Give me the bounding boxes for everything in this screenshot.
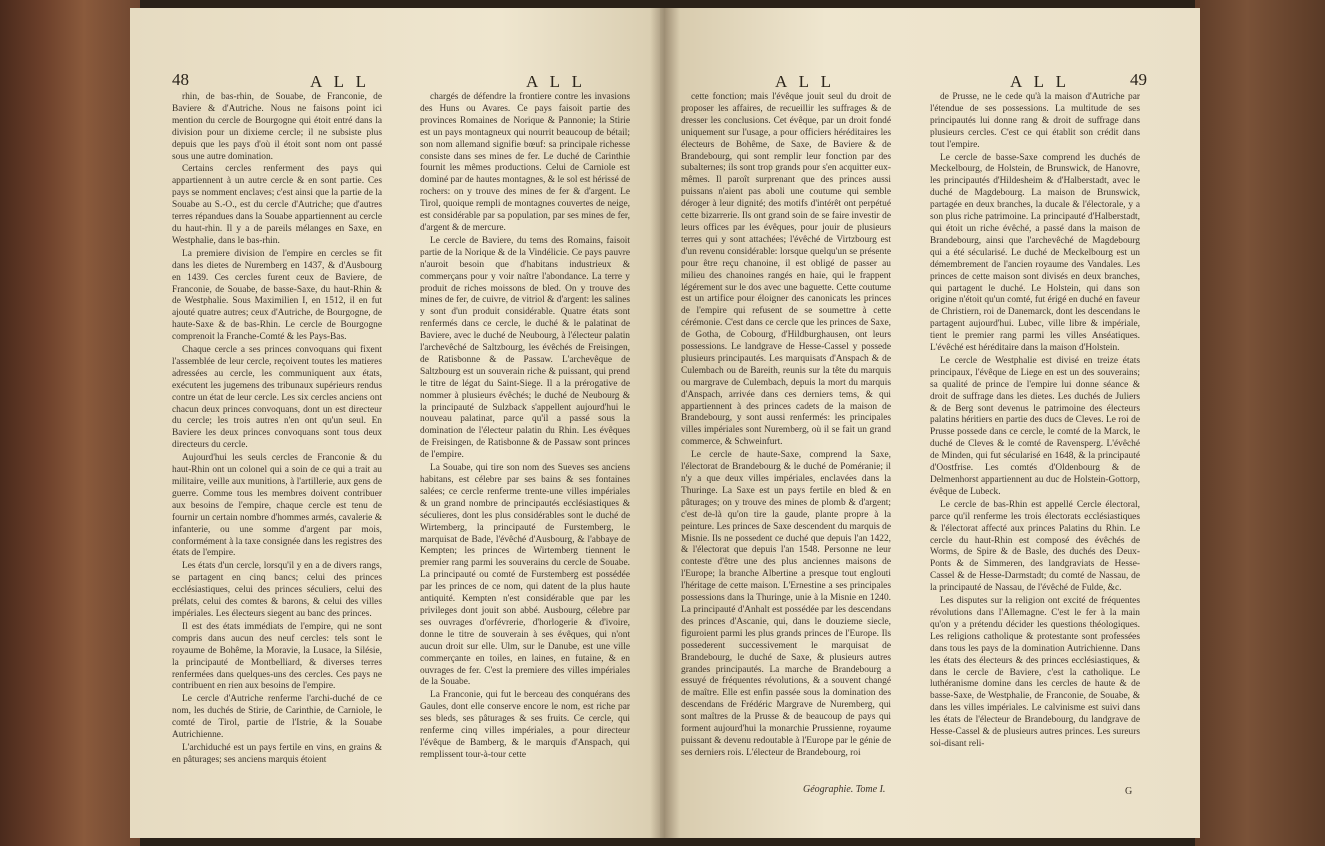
book-cover-left bbox=[0, 0, 140, 846]
paragraph: Le cercle d'Autriche renferme l'archi-duché de ce nom, les duchés de Stirie, de Carinthie, de Carniole, le comté de Tirol, partie de l'Istrie, & la Souabe Autrichienne. bbox=[172, 694, 382, 741]
paragraph: La Franconie, qui fut le berceau des conquérans des Gaules, dont elle conserve encore le nom, est riche par ses bleds, ses pâturages & ses fruits. Ce cercle, qui renferme cinq villes impériales, a pour directeur l'évêque de Bamberg, & le marquis d'Anspach, qui remplissent tour-à-tour cette bbox=[420, 690, 630, 760]
paragraph: Les disputes sur la religion ont excité de fréquentes révolutions dans l'Allemagne. C'est le fer à la main qu'on y a prétendu décider les questions théologiques. Les religions catholique & protestante sont professées dans tous les pays de la domination Autrichienne. Dans les états des électeurs & des princes ecclésiastiques, & dans le cercle de Baviere, c'est la catholique. Le luthéranisme domine dans les cercles de haute & de basse-Saxe, de Westphalie, de Franconie, de Souabe, & dans les villes impériales. Le calvinisme est suivi dans les états de l'électeur de Brandebourg, du landgrave de Hesse-Cassel & de plusieurs autres princes. Les sureurs soi-disant reli- bbox=[930, 596, 1140, 749]
paragraph: Le cercle de haute-Saxe, comprend la Saxe, l'électorat de Brandebourg & le duché de Poméranie; il n'y a que deux villes impériales, enclavées dans la Thuringe. La Saxe est un pays fertile en bled & en pâturages; on y trouve des mines de plomb & d'argent; c'est de-là qu'on tire la gaude, plante propre à la peinture. Les princes de Saxe descendent du marquis de Misnie. Ils ne possedent ce duché que depuis l'an 1422, & l'électorat que depuis l'an 1548. Personne ne leur conteste d'être une des plus anciennes maisons de l'Europe; la branche Albertine a presque tout englouti l'héritage de cette maison. L'Ernestine a ses principales possessions dans la Thuringe, unie à la Misnie en 1240. La principauté d'Anhalt est possédée par les descendans des princes d'Ascanie, qui, dans le douzieme siecle, figuroient parmi les plus grands princes de l'Europe. Ils possederent successivement le marquisat de Brandebourg, le duché de Saxe, & plusieurs autres grandes principautés. La marche de Brandebourg a essuyé de fréquentes révolutions, & a souvent changé de maître. Elle est enfin passée sous la domination des descendans de Frédéric Margrave de Nuremberg, qui sont maîtres de la Prusse & de beaucoup de pays qui forment aujourd'hui la monarchie Prussienne, royaume puissant & devenu redoutable à l'Europe par le génie de ses derniers rois. L'électeur de Brandebourg, roi bbox=[681, 450, 891, 758]
running-head-right-2: A L L bbox=[1010, 72, 1070, 91]
paragraph: chargés de défendre la frontiere contre les invasions des Huns ou Avares. Ce pays faisoit partie des provinces Romaines de Norique & Pannonie; la Stirie est un pays montagneux qui nourrit beaucoup de bétail; son nom allemand signifie bœuf: sa principale richesse consiste dans ses mines de fer. Le duché de Carinthie fournit les mêmes productions. Celui de Carniole est dominé par de hautes montagnes, & le sol est hérissé de rochers: on y trouve des mines de fer & d'argent. Le Tirol, quoique rempli de montagnes couvertes de neige, est considérable par sa population, par ses mines de fer, d'argent & de mercure. bbox=[420, 92, 630, 233]
right-page-column-2 bbox=[930, 92, 1140, 792]
paragraph: Les états d'un cercle, lorsqu'il y en a de divers rangs, se partagent en cinq bancs; celui des princes ecclésiastiques, celui des princes séculiers, celui des prélats, celui des comtes & barons, & celui des villes impériales. Les électeurs siegent au banc des princes. bbox=[172, 561, 382, 619]
paragraph: Aujourd'hui les seuls cercles de Franconie & du haut-Rhin ont un colonel qui a soin de ce qui a trait au militaire, veille aux munitions, à l'artillerie, aux gens de guerre. Comme tous les membres doivent contribuer aux besoins de l'empire, chaque cercle est tenu de fournir un certain nombre d'hommes armés, cavalerie & infanterie, ou une somme d'argent par mois, conformément à la taxe consignée dans les registres des états de l'empire. bbox=[172, 453, 382, 559]
signature-mark: G bbox=[1125, 786, 1133, 797]
paragraph: rhin, de bas-rhin, de Souabe, de Franconie, de Baviere & d'Autriche. Nous ne faisons point ici mention du cercle de Bourgogne qui étoit entré dans la division pour un dixieme cercle; il ne subsiste plus depuis que les pays d'où il étoit sont nom ont passé sous une autre domination. bbox=[172, 92, 382, 162]
left-page-column-2 bbox=[420, 92, 630, 792]
paragraph: L'archiduché est un pays fertile en vins, en grains & en pâturages; ses anciens marquis étoient bbox=[172, 742, 382, 765]
paragraph: cette fonction; mais l'évêque jouit seul du droit de proposer les affaires, de recueillir les suffrages & de dresser les conclusions. Cet évêque, par un droit fondé uniquement sur l'usage, a pour officiers héréditaires les électeurs de Bohême, de Saxe, de Baviere & de Brandebourg, qui sont remplir leur fonction par des subalternes; ils sont trop grands pour s'en acquitter eux-mêmes. Il paroît surprenant que des princes aussi puissans n'aient pas aboli une coutume qui semble déroger à leur dignité; des motifs d'intérêt ont perpétué cette bizarrerie. Ils ont grand soin de se faire investir de leurs offices par les évêques, pour jouir de plusieurs terres qui y sont attachées; l'évêché de Virtzbourg est d'un revenu considérable: lorsque quelqu'un se présente pour être reçu chanoine, il est obligé de passer au milieu des chanoines rangés en haie, qui le frappent légérement sur le dos avec une baguette. Cette coutume est un artifice pour éloigner des canonicats les princes de l'empire qui refusent de se soumettre à cette cérémonie. C'est dans ce cercle que les princes de Saxe, de Gotha, de Cobourg, d'Hildburghausen, ont leurs possessions. Le landgrave de Hesse-Cassel y possede plusieurs principautés. Les marquisats d'Anspach & de Culembach ou de Bareith, reunis sur la tête du marquis ou margrave de Culembach, depuis la mort du marquis d'Anspach, arrivée dans ces derniers tems, & qui appartiennent à des princes cadets de la maison de Brandebourg, y sont aussi renfermés: les principales villes impériales sont Nuremberg, où il se fait un grand commerce, & Schweinfurt. bbox=[681, 92, 891, 448]
paragraph: Le cercle de bas-Rhin est appellé Cercle électoral, parce qu'il renferme les trois électorats ecclésiastiques & l'électorat affecté aux princes Palatins du Rhin. Le cercle du haut-Rhin est composé des évêchés de Worms, de Spire & de Basle, des duchés des Deux-Ponts & de Simmeren, des landgraviats de Hesse-Cassel & de Hesse-Darmstadt; du comté de Nassau, de la principauté de Nassau, de l'évêché de Fulde, &c. bbox=[930, 499, 1140, 594]
right-page bbox=[665, 8, 1200, 838]
right-page-column-1 bbox=[681, 92, 891, 792]
paragraph: Le cercle de basse-Saxe comprend les duchés de Meckelbourg, de Holstein, de Brunswick, de Hanovre, les principautés d'Hildesheim & d'Halberstadt, avec le duché de Magdebourg. La maison de Brunswick, partagée en deux branches, la ducale & l'électorale, y a son plus riche patrimoine. La principauté d'Halberstadt, qui étoit un riche évêché, a passé dans la maison de Brandebourg, ainsi que l'archevêché de Magdebourg qui a été sécularisé. Le duché de Meckelbourg est un démembrement de l'ancien royaume des Vandales. Les princes de cette maison sont divisés en deux branches, qui partagent le duché. Le Holstein, qui dans son origine n'étoit qu'un comté, fut érigé en duché en faveur de Christiern, roi de Danemarck, dont les descendans le partagent aujourd'hui. Lubec, ville libre & impériale, tient le premier rang parmi les villes Anséatiques. L'évêché est héréditaire dans la maison d'Holstein. bbox=[930, 152, 1140, 354]
running-head-right-1: A L L bbox=[775, 72, 835, 91]
page-number-left: 48 bbox=[172, 70, 189, 89]
paragraph: Il est des états immédiats de l'empire, qui ne sont compris dans aucun des neuf cercles: tels sont le royaume de Bohême, la Moravie, la Lusace, la Silésie, la principauté de Montbelliard, & diverses terres renfermées dans quelques-uns des cercles. Ces pays ne contribuent en rien aux besoins de l'empire. bbox=[172, 621, 382, 692]
volume-footer: Géographie. Tome I. bbox=[803, 784, 886, 795]
paragraph: de Prusse, ne le cede qu'à la maison d'Autriche par l'étendue de ses possessions. La multitude de ses principautés lui donne rang & droit de suffrage dans plusieurs cercles. C'est ce qui établit son crédit dans tout l'empire. bbox=[930, 92, 1140, 150]
paragraph: Le cercle de Westphalie est divisé en treize états principaux, l'évêque de Liege en est un des souverains; sa qualité de prince de l'empire lui donne séance & droit de suffrage dans les dietes. Les duchés de Juliers & de Berg sont devenus le patrimoine des électeurs palatins héritiers en partie des ducs de Cleves. Le roi de Prusse possede dans ce cercle, le comté de la Marck, le duché de Cleves & le comté de Ravensperg. L'évêché de Minden, qui fut sécularisé en 1648, & la principauté d'Oostfrise. Les comtés d'Oldenbourg & de Delmenhorst appartiennent au duc de Holstein-Gottorp, évêque de Lubeck. bbox=[930, 355, 1140, 497]
running-head-left-2: A L L bbox=[526, 72, 586, 91]
gutter-shadow bbox=[650, 8, 680, 838]
book-cover-right bbox=[1195, 0, 1325, 846]
left-page-column-1 bbox=[172, 92, 382, 792]
paragraph: La premiere division de l'empire en cercles se fit dans les dietes de Nuremberg en 1437, & d'Ausbourg en 1439. Ces cercles furent ceux de Baviere, de Franconie, de Souabe, de basse-Saxe, du haut-Rhin & de Westphalie. Sous Maximilien I, en 1512, il en fut ajouté quatre autres; ceux d'Autriche, de Bourgogne, de haute-Saxe & de bas-Rhin. Le cercle de Bourgogne comprenoit la Franche-Comté & les Pays-Bas. bbox=[172, 248, 382, 343]
paragraph: Le cercle de Baviere, du tems des Romains, faisoit partie de la Norique & de la Vindélicie. Ce pays pauvre n'auroit besoin que d'habitans industrieux & commerçans pour y voir naître l'abondance. La terre y produit de riches moissons de bled. On y trouve des mines de fer, de cuivre, de vitriol & d'argent: les salines y sont d'un produit considérable. Quatre états sont renfermés dans ce cercle, le duché & le palatinat de Baviere, avec le duché de Neubourg, à l'électeur palatin l'archevêché de Saltzbourg, les évêchés de Freisingen, de Ratisbonne & de Passaw. L'archevêque de Saltzbourg est un souverain riche & puissant, qui prend le titre de légat du Saint-Siege. Il a la prérogative de nommer à plusieurs évêchés; le duché de Neubourg & la principauté de Sulzback s'appellent aujourd'hui le nouveau palatinat, parce qu'il a passé sous la domination de l'électeur palatin du Rhin. Les évêques de Freisingen, de Ratisbonne & de Passaw sont princes de l'empire. bbox=[420, 235, 630, 461]
running-head-left-1: A L L bbox=[310, 72, 370, 91]
paragraph: Chaque cercle a ses princes convoquans qui fixent l'assemblée de leur cercle, reçoivent toutes les matieres adressées au cercle, les communiquent aux états, exécutent les jugemens des tribunaux supérieurs rendus contre un état de leur cercle. Les six cercles anciens ont chacun deux princes convoquans, dont un est directeur du cercle; les trois autres n'en ont qu'un seul. En Baviere les deux princes convoquans sont tous deux directeurs du cercle. bbox=[172, 345, 382, 451]
paragraph: La Souabe, qui tire son nom des Sueves ses anciens habitans, est célebre par ses bains & ses fontaines salées; ce cercle renferme trente-une villes impériales & un grand nombre de principautés ecclésiastiques & séculieres, dont les plus considérables sont le duché de Wirtemberg, la principauté de Furstemberg, le marquisat de Bade, l'évêché d'Ausbourg, & l'abbaye de Kempten; les princes de Wirtemberg tiennent le premier rang parmi les souverains du cercle de Souabe. La principauté ou comté de Furstemberg est possédée par les princes de ce nom, qui datent de la plus haute antiquité. Kempten n'est considérable que par les privileges dont jouit son abbé. Ausbourg, célebre par ses ouvrages d'orfévrerie, d'horlogerie & d'ivoire, donne le titre de souverain à ses évêques, qui n'ont aucun droit sur elle. Ulm, sur le Danube, est une ville commerçante en toiles, en laines, en futaine, & en ouvrages de fer. C'est la premiere des villes impériales de la Souabe. bbox=[420, 463, 630, 688]
open-book bbox=[130, 8, 1200, 838]
paragraph: Certains cercles renferment des pays qui appartiennent à un autre cercle & en sont partie. Ces pays se nomment enclaves; c'est ainsi que la partie de la Souabe au S.-O., est du cercle d'Autriche; que d'autres terres répandues dans la Souabe appartiennent au cercle du haut-rhin. Il y a de pareils mélanges en Saxe, en Westphalie, dans le bas-rhin. bbox=[172, 164, 382, 246]
left-page bbox=[130, 8, 660, 838]
page-number-right: 49 bbox=[1130, 70, 1147, 89]
